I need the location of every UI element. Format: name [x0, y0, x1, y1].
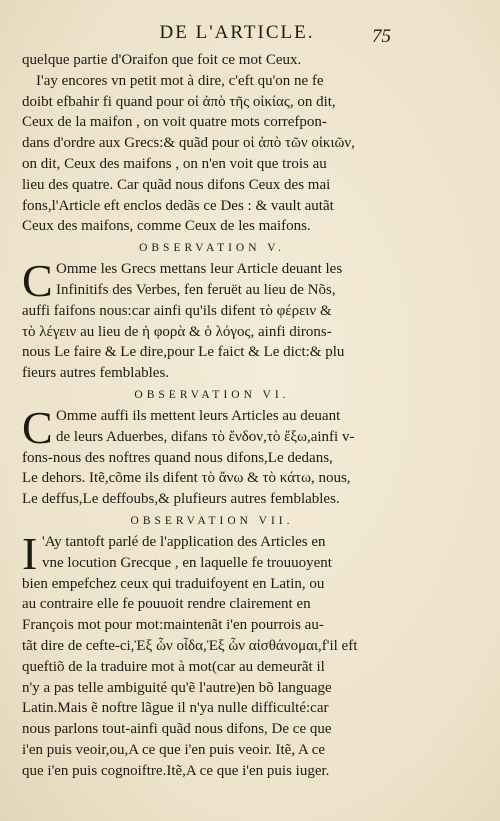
- text-line: vne locution Grecque , en laquelle fe trouuoyent: [42, 554, 332, 571]
- text-line: nous Le faire & Le dire,pour Le faict & Le dict:& plu: [22, 344, 345, 361]
- text-line: fons-nous des noftres quand nous difons,Le dedans,: [22, 449, 333, 466]
- text-line: auffi faifons nous:car ainfi qu'ils difent τὸ φέρειν &: [22, 302, 332, 319]
- text-line: nous parlons tout-ainfi quãd nous difons, De ce que: [22, 721, 332, 738]
- text-line: lieu des quatre. Car quãd nous difons Ceux des mai: [22, 176, 331, 193]
- text-line: 'Ay tantoft parlé de l'application des Articles en: [42, 533, 326, 550]
- text-line: tãt dire de cefte-ci,Ἐξ ὧν οἶδα,Ἐξ ὧν αἰσθάνομαι,f'il eft: [22, 637, 358, 654]
- section-heading: OBSERVATION V.: [139, 242, 285, 255]
- text-line: Omme les Grecs mettans leur Article deuant les: [56, 261, 343, 278]
- text-line: dans d'ordre aux Grecs:& quãd pour οἱ ἀπὸ τῶν οἰκιῶν,: [22, 135, 355, 152]
- text-line: que i'en puis cognoiftre.Itẽ,A ce que i'en puis iuger.: [22, 762, 330, 779]
- section-heading: OBSERVATION VI.: [134, 388, 290, 401]
- text-line: Latin.Mais ẽ noftre lãgue il n'ya nulle difficulté:car: [22, 700, 329, 717]
- text-line: Le deffus,Le deffoubs,& plufieurs autres femblables.: [22, 491, 340, 508]
- paragraph-observation-7: [22, 527, 402, 782]
- paragraph-observation-5: [22, 255, 402, 384]
- text-line: fons,l'Article eft enclos dedãs ce Des : & vault autãt: [22, 197, 334, 214]
- text-line: on dit, Ceux des maifons , on n'en voit que trois au: [22, 155, 327, 172]
- body-text: [22, 50, 402, 782]
- text-line: quelque partie d'Oraifon que foit ce mot Ceux.: [22, 52, 302, 68]
- page-number: 75: [372, 26, 391, 47]
- text-line: Ceux des maifons, comme Ceux de les maifons.: [22, 218, 311, 235]
- text-line: au contraire elle fe pouuoit rendre clairement en: [22, 596, 311, 613]
- text-line: τὸ λέγειν au lieu de ἡ φορὰ & ὁ λόγος, ainfi dirons-: [22, 323, 332, 340]
- text-line: i'en puis veoir,ou,A ce que i'en puis veoir. Itẽ, A ce: [22, 741, 326, 758]
- drop-cap: I: [22, 527, 38, 579]
- text-line: de leurs Aduerbes, difans τὸ ἔνδον,τὸ ἔξω,ainfi v-: [56, 428, 355, 445]
- text-line: François mot pour mot:maintenãt i'en pourrois au-: [22, 617, 324, 634]
- text-line: I'ay encores vn petit mot à dire, c'eft qu'on ne fe: [36, 72, 324, 89]
- paragraph-intro: [22, 50, 402, 237]
- text-line: n'y a pas telle ambiguité qu'ẽ l'autre)en bõ language: [22, 679, 332, 696]
- drop-cap: C: [22, 401, 53, 453]
- text-line: Infinitifs des Verbes, fen feruët au lieu de Nõs,: [56, 281, 336, 298]
- section-heading: OBSERVATION VII.: [130, 514, 294, 527]
- text-line: Omme auffi ils mettent leurs Articles au deuant: [56, 407, 341, 424]
- text-line: fieurs autres femblables.: [22, 365, 170, 382]
- text-line: Le dehors. Itẽ,cõme ils difent τὸ ἄνω & τὸ κάτω, nous,: [22, 470, 351, 487]
- text-line: doibt efbahir fi quand pour οἱ ἀπὸ τῆς οἰκίας, on dit,: [22, 93, 336, 110]
- text-line: queftiõ de la traduire mot à mot(car au demeurãt il: [22, 658, 325, 675]
- paragraph-observation-6: [22, 401, 402, 510]
- drop-cap: C: [22, 255, 53, 307]
- text-line: Ceux de la maifon , on voit quatre mots correfpon-: [22, 114, 327, 131]
- running-header: DE L'ARTICLE.: [159, 22, 315, 43]
- text-line: bien empefchez ceux qui traduifoyent en Latin, ou: [22, 575, 325, 592]
